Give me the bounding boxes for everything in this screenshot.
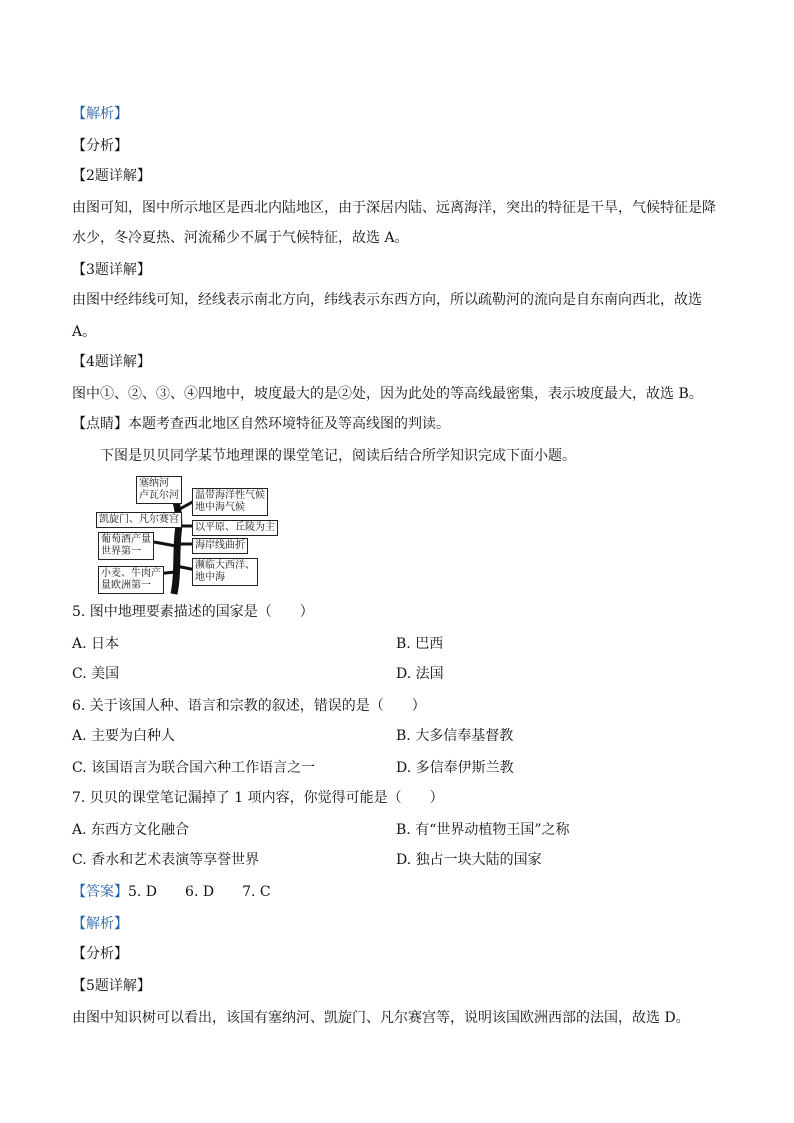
question-7: 7. 贝贝的课堂笔记漏掉了 1 项内容，你觉得可能是（ ） [72, 790, 444, 806]
q7-option-b: B. 有“世界动植物王国”之称 [396, 822, 570, 838]
q7-option-c: C. 香水和艺术表演等享誉世界 [72, 852, 260, 868]
analysis-heading-2: 【解析】 [72, 916, 128, 932]
q7-option-a: A. 东西方文化融合 [72, 822, 190, 838]
q7-option-d: D. 独占一块大陆的国家 [396, 852, 542, 868]
q4-detail-title: 【4题详解】 [72, 354, 151, 370]
tree-node-text: 小麦、牛肉产 [101, 568, 161, 579]
question-6: 6. 关于该国人种、语言和宗教的叙述，错误的是（ ） [72, 698, 426, 714]
tree-node-text: 海岸线曲折 [195, 540, 245, 551]
q5-option-b: B. 巴西 [396, 636, 444, 652]
tree-node-text: 世界第一 [101, 546, 141, 557]
tree-node-wheat-beef [98, 566, 164, 594]
q6-option-c: C. 该国语言为联合国六种工作语言之一 [72, 760, 316, 776]
tree-node-coastline [192, 538, 248, 554]
tree-node-terrain [192, 520, 278, 536]
tree-node-text: 卢瓦尔河 [139, 490, 179, 501]
q5-detail-title: 【5题详解】 [72, 978, 151, 994]
analysis-heading: 【解析】 [72, 106, 128, 122]
tree-node-climate [192, 488, 268, 516]
q6-option-d: D. 多信奉伊斯兰教 [396, 760, 514, 776]
q5-option-d: D. 法国 [396, 666, 444, 682]
q3-detail-title: 【3题详解】 [72, 262, 151, 278]
answer-tag: 【答案】 [72, 884, 128, 900]
analysis-sub-heading-2: 【分析】 [72, 946, 128, 962]
q2-detail-line1: 由图可知，图中所示地区是西北内陆地区，由于深居内陆、远离海洋，突出的特征是干旱，气候特征是降 [72, 200, 716, 216]
q3-detail-line1: 由图中经纬线可知，经线表示南北方向，纬线表示东西方向，所以疏勒河的流向是自东南向西北，故选 [72, 292, 702, 308]
question-5: 5. 图中地理要素描述的国家是（ ） [72, 604, 314, 620]
knowledge-tree-figure [96, 474, 286, 596]
q3-detail-line2: A。 [72, 324, 97, 340]
tree-node-seas [192, 558, 258, 586]
tree-node-text: 量欧洲第一 [101, 580, 151, 591]
analysis-sub-heading: 【分析】 [72, 138, 128, 154]
q6-option-b: B. 大多信奉基督教 [396, 728, 514, 744]
tree-node-text: 地中海 [195, 572, 225, 583]
answer-text: 5. D 6. D 7. C [128, 884, 271, 900]
tree-node-text: 地中海气候 [195, 502, 245, 513]
tree-node-text: 塞纳河 [139, 478, 169, 489]
q5-detail-line1: 由图中知识树可以看出，该国有塞纳河、凯旋门、凡尔赛宫等，说明该国欧洲西部的法国，故选 D。 [72, 1010, 690, 1026]
q5-option-a: A. 日本 [72, 636, 120, 652]
tip-line: 【点睛】本题考查西北地区自然环境特征及等高线图的判读。 [72, 416, 450, 432]
intro-line: 下图是贝贝同学某节地理课的课堂笔记，阅读后结合所学知识完成下面小题。 [100, 448, 576, 464]
q5-option-c: C. 美国 [72, 666, 120, 682]
tree-node-wine [98, 532, 154, 560]
q6-option-a: A. 主要为白种人 [72, 728, 176, 744]
tree-node-landmarks [96, 512, 182, 528]
answer-line [72, 882, 271, 902]
q4-detail-line1: 图中①、②、③、④四地中，坡度最大的是②处，因为此处的等高线最密集，表示坡度最大，故选 B。 [72, 386, 703, 402]
tree-node-text: 温带海洋性气候 [195, 490, 265, 501]
tree-node-text: 以平原、丘陵为主 [195, 522, 275, 533]
tree-node-text: 凯旋门、凡尔赛宫 [99, 514, 179, 525]
tree-node-text: 葡萄酒产量 [101, 534, 151, 545]
tree-node-rivers [136, 476, 182, 504]
q2-detail-line2: 水少，冬冷夏热、河流稀少不属于气候特征，故选 A。 [72, 230, 409, 246]
tree-node-text: 濒临大西洋、 [195, 560, 255, 571]
q2-detail-title: 【2题详解】 [72, 168, 151, 184]
